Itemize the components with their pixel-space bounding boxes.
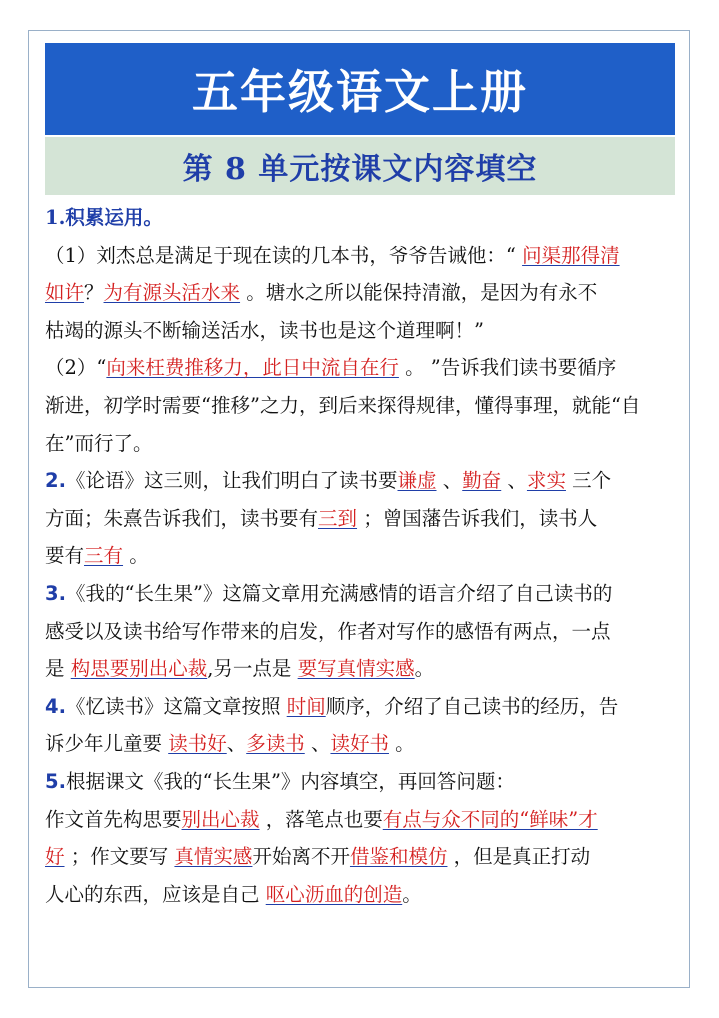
answer-blank: 谦虚 (397, 469, 437, 493)
body-text: 。 ”告诉我们读书要循序 (398, 356, 617, 380)
answer-blank: 构思要别出心裁 (70, 657, 208, 681)
body-text: （2）“ (45, 356, 107, 380)
answer-blank: 时间 (286, 694, 326, 718)
text-line (45, 801, 679, 839)
body-text: 、 (501, 469, 527, 493)
body-text: ，落笔点也要 (259, 807, 383, 831)
text-line (45, 838, 679, 876)
body-text: 、 (304, 732, 331, 756)
document-page (28, 30, 690, 988)
body-text: 。塘水之所以能保持清澈，是因为有永不 (240, 281, 598, 305)
text-line (45, 500, 679, 538)
body-text: 要有 (45, 544, 85, 568)
answer-blank: 求实 (526, 469, 566, 493)
question-number: 2. (45, 469, 66, 493)
text-line (45, 725, 679, 763)
body-text: 顺序，介绍了自己读书的经历，告 (325, 694, 619, 718)
answer-blank: 三有 (84, 544, 124, 568)
answer-blank: 真情实感 (174, 845, 253, 869)
body-text: 根据课文《我的“长生果”》内容填空，再回答问题： (65, 769, 515, 793)
answer-blank: 如许 (45, 281, 85, 305)
answer-blank: 读书好 (168, 732, 227, 756)
body-text: 开始离不开 (252, 845, 350, 869)
answer-blank: 好 (45, 845, 65, 869)
text-line (45, 575, 679, 613)
subtitle-banner (45, 137, 675, 195)
section-heading: 1.积累运用。 (45, 206, 163, 229)
answer-blank: 问渠那得清 (522, 243, 620, 267)
question-number: 5. (45, 769, 66, 793)
body-text: （1）刘杰总是满足于现在读的几本书，爷爷告诫他：“ (45, 243, 523, 267)
text-line (45, 312, 679, 350)
page-title: 五年级语文上册 (192, 65, 528, 119)
question-number: 4. (45, 694, 66, 718)
page-subtitle: 第 8 单元按课文内容填空 (182, 152, 538, 187)
question-number: 3. (45, 581, 66, 605)
body-text: 人心的东西，应该是自己 (45, 882, 266, 906)
answer-blank: 别出心裁 (181, 807, 260, 831)
text-line (45, 876, 679, 914)
body-text: 枯竭的源头不断输送活水，读书也是这个道理啊！” (45, 318, 484, 342)
answer-blank: 向来枉费推移力，此日中流自在行 (106, 356, 399, 380)
body-text: 诉少年儿童要 (45, 732, 169, 756)
body-text: 《我的“长生果”》这篇文章用充满感情的语言介绍了自己读书的 (65, 581, 613, 605)
answer-blank: 三到 (318, 506, 358, 530)
body-text: 。 (414, 657, 435, 681)
text-line (45, 462, 679, 500)
body-text: 是 (45, 657, 71, 681)
body-text: 《忆读书》这篇文章按照 (65, 694, 287, 718)
exercise-content (45, 199, 679, 913)
body-text: ？ (84, 281, 104, 305)
body-text: 。 (123, 544, 149, 568)
body-text: 。 (388, 732, 415, 756)
answer-blank: 有点与众不同的“鲜味”才 (382, 807, 598, 831)
text-line (45, 537, 679, 575)
text-line (45, 650, 679, 688)
answer-blank: 呕心沥血的创造 (265, 882, 403, 906)
body-text: 渐进，初学时需要“推移”之力，到后来探得规律，懂得事理，就能“自 (45, 393, 641, 417)
answer-blank: 要写真情实感 (297, 657, 415, 681)
text-line (45, 237, 679, 275)
text-line (45, 387, 679, 425)
body-text: ,另一点是 (207, 657, 298, 681)
text-line (45, 763, 679, 801)
answer-blank: 多读书 (246, 732, 305, 756)
text-line (45, 199, 679, 237)
text-line (45, 613, 679, 651)
answer-blank: 读好书 (330, 732, 389, 756)
body-text: 、 (436, 469, 463, 493)
text-line (45, 425, 679, 463)
body-text: 作文首先构思要 (45, 807, 182, 831)
body-text: ，但是真正打动 (447, 845, 591, 869)
body-text: 。 (402, 882, 422, 906)
text-line (45, 274, 679, 312)
body-text: ；曾国藩告诉我们，读书人 (357, 506, 598, 530)
body-text: 三个 (565, 469, 612, 493)
body-text: 感受以及读书给写作带来的启发，作者对写作的感悟有两点，一点 (45, 619, 611, 643)
answer-blank: 为有源头活水来 (103, 281, 241, 305)
answer-blank: 勤奋 (462, 469, 502, 493)
body-text: 在”而行了。 (45, 431, 153, 455)
text-line (45, 349, 679, 387)
body-text: 《论语》这三则，让我们明白了读书要 (65, 469, 398, 493)
text-line (45, 688, 679, 726)
body-text: 、 (226, 732, 247, 756)
answer-blank: 借鉴和模仿 (349, 845, 448, 869)
body-text: ；作文要写 (64, 845, 175, 869)
body-text: 方面；朱熹告诉我们，读书要有 (45, 506, 319, 530)
title-banner (45, 43, 675, 135)
